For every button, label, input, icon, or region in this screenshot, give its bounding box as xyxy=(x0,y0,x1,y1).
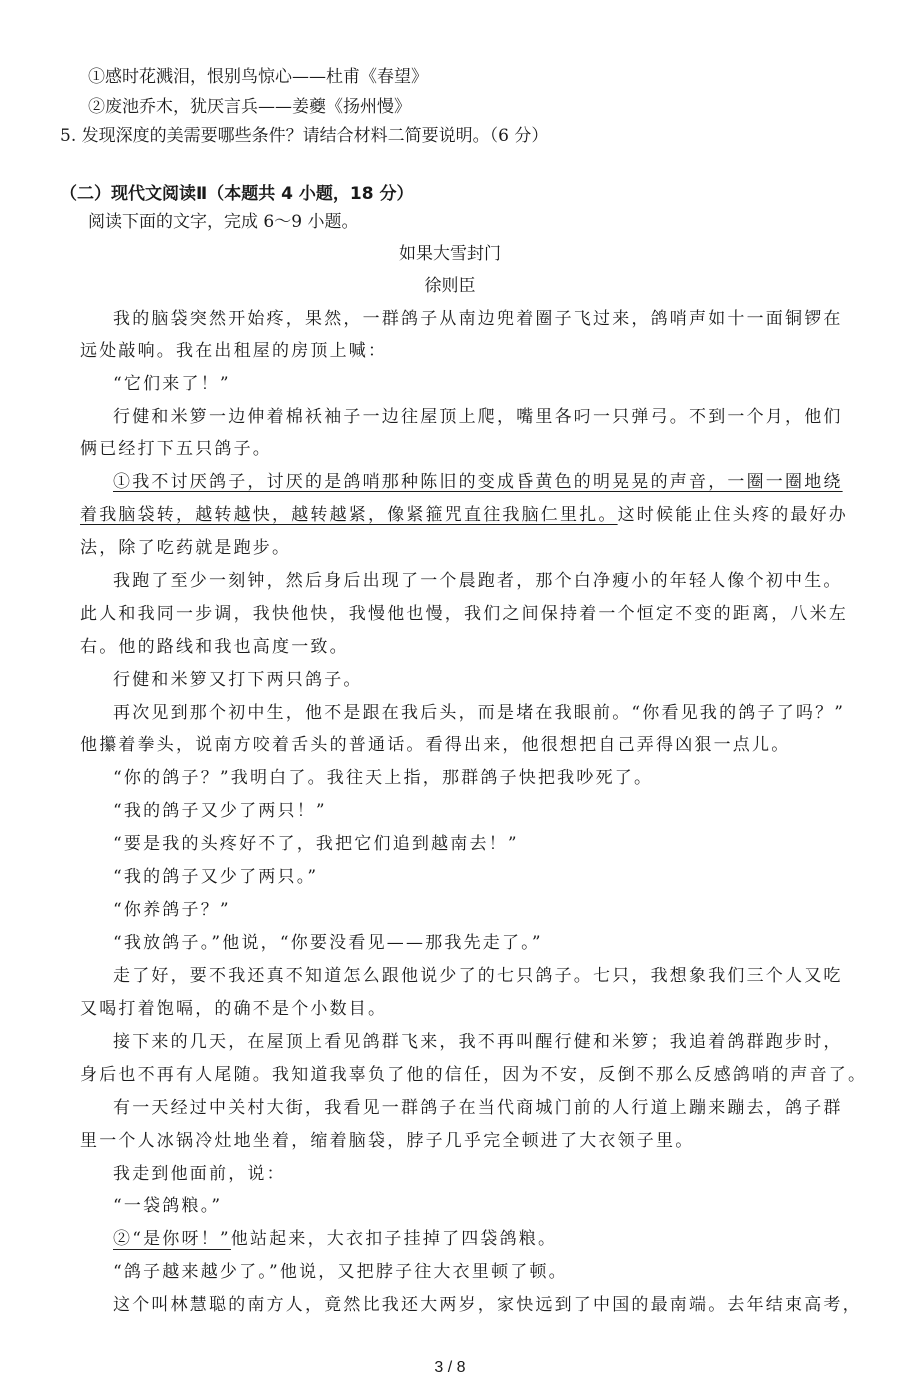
underlined-sentence-1a xyxy=(113,471,843,493)
para-line: “要是我的头疼好不了，我把它们追到越南去！” xyxy=(113,834,519,854)
underlined-text: 着我脑袋转，越转越快，越转越紧，像紧箍咒直往我脑仁里扎。 xyxy=(80,505,618,525)
section-instruction: 阅读下面的文字，完成 6～9 小题。 xyxy=(88,212,359,232)
quote-1: ①感时花溅泪，恨别鸟惊心——杜甫《春望》 xyxy=(88,67,428,87)
para-line: “我的鸽子又少了两只。” xyxy=(113,867,319,887)
para-text: 他站起来，大衣扣子挂掉了四袋鸽粮。 xyxy=(230,1229,558,1249)
para-line: 我跑了至少一刻钟，然后身后出现了一个晨跑者，那个白净瘦小的年轻人像个初中生。 xyxy=(113,571,843,591)
para-line: “我放鸽子。”他说，“你要没看见——那我先走了。” xyxy=(113,933,543,953)
para-line: 里一个人冰锅冷灶地坐着，缩着脑袋，脖子几乎完全顿进了大衣领子里。 xyxy=(80,1131,695,1151)
para-line: 接下来的几天，在屋顶上看见鸽群飞来，我不再叫醒行健和米箩；我追着鸽群跑步时， xyxy=(113,1032,843,1052)
para-line: 远处敲响。我在出租屋的房顶上喊： xyxy=(80,341,388,361)
section-heading: （二）现代文阅读Ⅱ（本题共 4 小题，18 分） xyxy=(60,184,414,204)
para-line: 再次见到那个初中生，他不是跟在我后头，而是堵在我眼前。“你看见我的鸽子了吗？” xyxy=(113,703,846,723)
para-line: 有一天经过中关村大街，我看见一群鸽子在当代商城门前的人行道上蹦来蹦去，鸽子群 xyxy=(113,1098,843,1118)
para-line: “鸽子越来越少了。”他说，又把脖子往大衣里顿了顿。 xyxy=(113,1262,568,1282)
para-line: “你养鸽子？” xyxy=(113,900,231,920)
para-line: “你的鸽子？”我明白了。我往天上指，那群鸽子快把我吵死了。 xyxy=(113,768,654,788)
para-line: 俩已经打下五只鸽子。 xyxy=(80,439,272,459)
para-line: 此人和我同一步调，我快他快，我慢他也慢，我们之间保持着一个恒定不变的距离，八米左 xyxy=(80,604,848,624)
para-line: 法，除了吃药就是跑步。 xyxy=(80,538,292,558)
para-line: “一袋鸽粮。” xyxy=(113,1196,223,1216)
para-line: 我的脑袋突然开始疼，果然，一群鸽子从南边兜着圈子飞过来，鸽哨声如十一面铜锣在 xyxy=(113,309,843,329)
para-line: 他攥着拳头，说南方咬着舌头的普通话。看得出来，他很想把自己弄得凶狠一点儿。 xyxy=(80,735,791,755)
underlined-text: ②“是你呀！” xyxy=(113,1229,231,1249)
article-author: 徐则臣 xyxy=(424,276,476,296)
para-line: “它们来了！” xyxy=(113,374,231,394)
para-line: 身后也不再有人尾随。我知道我辜负了他的信任，因为不安，反倒不那么反感鸽哨的声音了。 xyxy=(80,1065,868,1085)
underlined-sentence-1b xyxy=(80,504,848,526)
para-text: 这时候能止住头疼的最好办 xyxy=(617,505,849,525)
para-line: 又喝打着饱嗝，的确不是个小数目。 xyxy=(80,999,388,1019)
question-5: 5. 发现深度的美需要哪些条件？请结合材料二简要说明。（6 分） xyxy=(60,126,549,146)
para-line: 行健和米箩又打下两只鸽子。 xyxy=(113,670,363,690)
para-line: 这个叫林慧聪的南方人，竟然比我还大两岁，家快远到了中国的最南端。去年结束高考， xyxy=(113,1295,862,1315)
para-line: 行健和米箩一边伸着棉袄袖子一边往屋顶上爬，嘴里各叼一只弹弓。不到一个月，他们 xyxy=(113,407,843,427)
article-title: 如果大雪封门 xyxy=(399,244,501,264)
quote-2: ②废池乔木，犹厌言兵——姜夔《扬州慢》 xyxy=(88,97,411,117)
para-line: 右。他的路线和我也高度一致。 xyxy=(80,637,349,657)
page-number: 3 / 8 xyxy=(434,1359,466,1376)
para-line: 走了好，要不我还真不知道怎么跟他说少了的七只鸽子。七只，我想象我们三个人又吃 xyxy=(113,966,843,986)
para-line: “我的鸽子又少了两只！” xyxy=(113,801,327,821)
underlined-text: ①我不讨厌鸽子，讨厌的是鸽哨那种陈旧的变成昏黄色的明晃晃的声音，一圈一圈地绕 xyxy=(113,472,843,492)
para-line: 我走到他面前，说： xyxy=(113,1164,286,1184)
underlined-sentence-2 xyxy=(113,1228,557,1250)
